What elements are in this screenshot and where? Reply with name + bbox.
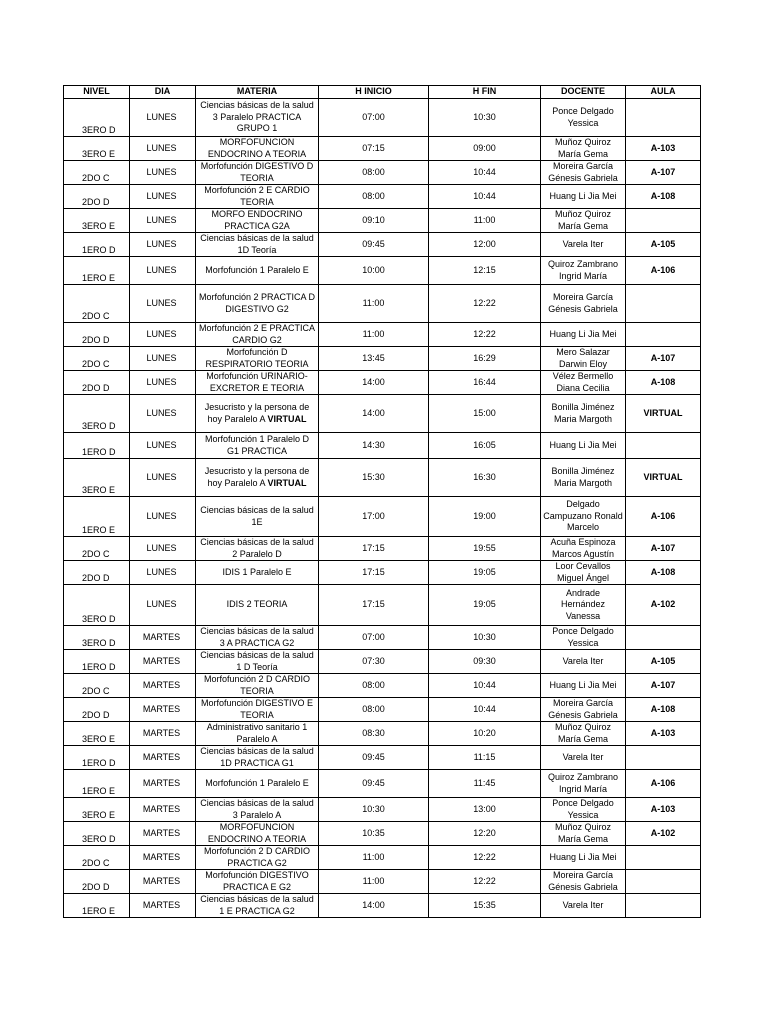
cell-h-inicio: 11:00 [319,323,429,347]
cell-nivel: 1ERO D [64,433,130,459]
schedule-table [63,85,701,918]
cell-h-fin: 19:05 [429,561,541,585]
cell-h-inicio: 08:00 [319,185,429,209]
cell-nivel: 2DO D [64,698,130,722]
cell-h-inicio: 10:35 [319,822,429,846]
cell-materia: Ciencias básicas de la salud 1 D Teoría [196,650,319,674]
cell-h-inicio: 07:15 [319,137,429,161]
cell-h-fin: 09:00 [429,137,541,161]
cell-h-inicio: 09:45 [319,233,429,257]
cell-nivel: 3ERO E [64,137,130,161]
cell-aula [626,870,701,894]
table-row [64,870,701,894]
cell-nivel: 2DO C [64,347,130,371]
cell-h-fin: 12:22 [429,323,541,347]
cell-aula: A-106 [626,257,701,285]
cell-docente: Huang Li Jia Mei [541,185,626,209]
table-row [64,626,701,650]
cell-materia: MORFO ENDOCRINO PRACTICA G2A [196,209,319,233]
cell-materia: Jesucristo y la persona de hoy Paralelo A VIRTUAL [196,395,319,433]
cell-aula: A-106 [626,497,701,537]
cell-h-fin: 19:55 [429,537,541,561]
cell-nivel: 2DO D [64,371,130,395]
cell-nivel: 2DO C [64,161,130,185]
cell-nivel: 1ERO D [64,650,130,674]
cell-h-inicio: 14:00 [319,371,429,395]
table-row [64,433,701,459]
cell-h-fin: 12:22 [429,846,541,870]
cell-h-inicio: 11:00 [319,846,429,870]
cell-dia: LUNES [130,285,196,323]
cell-dia: LUNES [130,585,196,626]
cell-dia: MARTES [130,698,196,722]
cell-dia: LUNES [130,497,196,537]
cell-nivel: 2DO C [64,846,130,870]
table-row [64,698,701,722]
cell-dia: MARTES [130,798,196,822]
cell-h-fin: 13:00 [429,798,541,822]
cell-dia: MARTES [130,746,196,770]
cell-dia: LUNES [130,561,196,585]
cell-dia: LUNES [130,209,196,233]
cell-nivel: 1ERO E [64,770,130,798]
table-row [64,137,701,161]
table-row [64,894,701,918]
cell-h-inicio: 14:00 [319,395,429,433]
cell-materia: Ciencias básicas de la salud 2 Paralelo D [196,537,319,561]
cell-aula: A-102 [626,585,701,626]
table-row [64,561,701,585]
cell-aula: VIRTUAL [626,459,701,497]
cell-materia: Morfofunción 1 Paralelo D G1 PRACTICA [196,433,319,459]
cell-h-inicio: 07:00 [319,626,429,650]
cell-dia: LUNES [130,433,196,459]
cell-dia: MARTES [130,722,196,746]
cell-aula [626,626,701,650]
cell-nivel: 3ERO D [64,585,130,626]
cell-aula [626,746,701,770]
header-aula: AULA [626,86,701,99]
cell-dia: MARTES [130,650,196,674]
cell-dia: LUNES [130,161,196,185]
cell-materia: Ciencias básicas de la salud 3 A PRACTICA G2 [196,626,319,650]
header-h-fin: H FIN [429,86,541,99]
cell-docente: Muñoz Quiroz María Gema [541,722,626,746]
cell-nivel: 3ERO D [64,99,130,137]
cell-nivel: 3ERO D [64,395,130,433]
cell-h-inicio: 17:15 [319,537,429,561]
cell-docente: Huang Li Jia Mei [541,433,626,459]
header-docente: DOCENTE [541,86,626,99]
cell-docente: Vélez Bermello Diana Cecilia [541,371,626,395]
header-dia: DIA [130,86,196,99]
cell-nivel: 2DO D [64,870,130,894]
cell-nivel: 3ERO E [64,209,130,233]
table-row [64,674,701,698]
cell-dia: MARTES [130,894,196,918]
cell-h-fin: 10:44 [429,185,541,209]
cell-nivel: 1ERO D [64,746,130,770]
table-row [64,257,701,285]
table-row [64,585,701,626]
cell-h-inicio: 10:00 [319,257,429,285]
table-row [64,822,701,846]
cell-h-inicio: 10:30 [319,798,429,822]
cell-nivel: 3ERO D [64,822,130,846]
cell-materia: Ciencias básicas de la salud 3 Paralelo PRACTICA GRUPO 1 [196,99,319,137]
table-row [64,371,701,395]
cell-docente: Bonilla Jiménez Maria Margoth [541,395,626,433]
table-row [64,770,701,798]
cell-h-fin: 16:44 [429,371,541,395]
cell-aula [626,285,701,323]
cell-docente: Quiroz Zambrano Ingrid María [541,257,626,285]
cell-h-inicio: 11:00 [319,870,429,894]
cell-docente: Mero Salazar Darwin Eloy [541,347,626,371]
cell-docente: Acuña Espinoza Marcos Agustín [541,537,626,561]
cell-h-fin: 15:00 [429,395,541,433]
cell-docente: Muñoz Quiroz María Gema [541,209,626,233]
cell-nivel: 3ERO D [64,626,130,650]
cell-docente: Delgado Campuzano Ronald Marcelo [541,497,626,537]
cell-materia: IDIS 2 TEORIA [196,585,319,626]
cell-h-fin: 12:15 [429,257,541,285]
cell-h-fin: 15:35 [429,894,541,918]
cell-h-fin: 11:00 [429,209,541,233]
cell-dia: LUNES [130,323,196,347]
cell-docente: Quiroz Zambrano Ingrid María [541,770,626,798]
cell-dia: LUNES [130,137,196,161]
cell-aula [626,209,701,233]
cell-h-inicio: 09:10 [319,209,429,233]
cell-nivel: 3ERO E [64,722,130,746]
cell-nivel: 1ERO D [64,233,130,257]
cell-h-fin: 16:29 [429,347,541,371]
cell-h-fin: 12:22 [429,285,541,323]
cell-h-inicio: 17:00 [319,497,429,537]
cell-h-inicio: 14:30 [319,433,429,459]
cell-docente: Moreira García Génesis Gabriela [541,870,626,894]
table-row [64,185,701,209]
cell-dia: MARTES [130,822,196,846]
cell-aula: A-108 [626,185,701,209]
table-row [64,537,701,561]
cell-materia: MORFOFUNCION ENDOCRINO A TEORIA [196,822,319,846]
schedule-body [64,99,701,918]
cell-h-fin: 11:45 [429,770,541,798]
cell-materia: MORFOFUNCION ENDOCRINO A TEORIA [196,137,319,161]
cell-materia: Ciencias básicas de la salud 1E [196,497,319,537]
table-row [64,347,701,371]
cell-docente: Muñoz Quiroz María Gema [541,822,626,846]
cell-nivel: 2DO C [64,537,130,561]
cell-docente: Moreira García Génesis Gabriela [541,698,626,722]
cell-aula: A-107 [626,161,701,185]
header-row [64,86,701,99]
header-h-inicio: H INICIO [319,86,429,99]
cell-aula: A-107 [626,537,701,561]
cell-h-fin: 19:05 [429,585,541,626]
cell-aula: A-107 [626,347,701,371]
cell-h-fin: 16:05 [429,433,541,459]
cell-docente: Ponce Delgado Yessica [541,99,626,137]
cell-h-fin: 10:20 [429,722,541,746]
cell-dia: LUNES [130,99,196,137]
cell-aula [626,433,701,459]
cell-nivel: 3ERO E [64,798,130,822]
cell-h-fin: 10:30 [429,626,541,650]
cell-aula [626,846,701,870]
cell-materia: Ciencias básicas de la salud 1 E PRACTICA G2 [196,894,319,918]
cell-aula: A-103 [626,798,701,822]
cell-aula [626,323,701,347]
cell-aula [626,99,701,137]
cell-dia: MARTES [130,770,196,798]
table-row [64,722,701,746]
cell-materia: Morfofunción D RESPIRATORIO TEORIA [196,347,319,371]
cell-materia: Morfofunción 1 Paralelo E [196,257,319,285]
table-row [64,798,701,822]
cell-dia: LUNES [130,257,196,285]
cell-materia: Ciencias básicas de la salud 1D PRACTICA G1 [196,746,319,770]
cell-nivel: 3ERO E [64,459,130,497]
cell-docente: Loor Cevallos Miguel Ángel [541,561,626,585]
cell-h-inicio: 07:30 [319,650,429,674]
cell-docente: Andrade Hernández Vanessa [541,585,626,626]
cell-h-inicio: 09:45 [319,770,429,798]
cell-materia: IDIS 1 Paralelo E [196,561,319,585]
cell-h-fin: 12:22 [429,870,541,894]
cell-dia: LUNES [130,395,196,433]
cell-h-fin: 09:30 [429,650,541,674]
cell-aula: A-103 [626,137,701,161]
cell-dia: MARTES [130,626,196,650]
cell-h-inicio: 08:30 [319,722,429,746]
cell-materia: Morfofunción DIGESTIVO E TEORIA [196,698,319,722]
cell-h-inicio: 17:15 [319,585,429,626]
cell-docente: Muñoz Quiroz María Gema [541,137,626,161]
cell-h-inicio: 08:00 [319,674,429,698]
cell-materia: Administrativo sanitario 1 Paralelo A [196,722,319,746]
cell-nivel: 2DO C [64,285,130,323]
cell-h-fin: 12:00 [429,233,541,257]
cell-h-inicio: 07:00 [319,99,429,137]
cell-aula: A-103 [626,722,701,746]
cell-materia: Morfofunción DIGESTIVO D TEORIA [196,161,319,185]
cell-nivel: 1ERO E [64,894,130,918]
cell-aula: A-106 [626,770,701,798]
cell-dia: LUNES [130,185,196,209]
cell-h-fin: 16:30 [429,459,541,497]
cell-nivel: 2DO C [64,674,130,698]
cell-dia: LUNES [130,459,196,497]
cell-dia: MARTES [130,674,196,698]
cell-aula: A-105 [626,650,701,674]
cell-materia: Jesucristo y la persona de hoy Paralelo A VIRTUAL [196,459,319,497]
cell-dia: MARTES [130,846,196,870]
virtual-tag: VIRTUAL [267,413,307,424]
cell-nivel: 2DO D [64,323,130,347]
table-row [64,233,701,257]
cell-h-fin: 11:15 [429,746,541,770]
cell-docente: Huang Li Jia Mei [541,674,626,698]
cell-h-inicio: 08:00 [319,161,429,185]
cell-h-inicio: 17:15 [319,561,429,585]
cell-materia: Ciencias básicas de la salud 1D Teoría [196,233,319,257]
cell-dia: MARTES [130,870,196,894]
cell-h-fin: 10:44 [429,698,541,722]
cell-dia: LUNES [130,537,196,561]
cell-docente: Huang Li Jia Mei [541,323,626,347]
cell-h-inicio: 09:45 [319,746,429,770]
cell-h-inicio: 15:30 [319,459,429,497]
cell-materia: Morfofunción 2 D CARDIO PRACTICA G2 [196,846,319,870]
cell-aula: A-108 [626,371,701,395]
table-row [64,846,701,870]
table-row [64,323,701,347]
cell-materia: Morfofunción URINARIO-EXCRETOR E TEORIA [196,371,319,395]
table-row [64,209,701,233]
cell-aula [626,894,701,918]
cell-h-inicio: 08:00 [319,698,429,722]
cell-aula: A-108 [626,561,701,585]
cell-materia: Morfofunción 2 D CARDIO TEORIA [196,674,319,698]
cell-nivel: 2DO D [64,185,130,209]
cell-materia: Morfofunción 2 E CARDIO TEORIA [196,185,319,209]
cell-materia: Morfofunción DIGESTIVO PRACTICA E G2 [196,870,319,894]
cell-h-inicio: 11:00 [319,285,429,323]
cell-h-fin: 10:44 [429,674,541,698]
cell-h-fin: 10:30 [429,99,541,137]
cell-aula: A-102 [626,822,701,846]
cell-aula: A-107 [626,674,701,698]
cell-docente: Varela Iter [541,746,626,770]
cell-dia: LUNES [130,347,196,371]
cell-docente: Ponce Delgado Yessica [541,626,626,650]
table-row [64,99,701,137]
cell-aula: A-105 [626,233,701,257]
header-nivel: NIVEL [64,86,130,99]
cell-dia: LUNES [130,233,196,257]
cell-materia: Morfofunción 2 E PRACTICA CARDIO G2 [196,323,319,347]
header-materia: MATERIA [196,86,319,99]
cell-aula: VIRTUAL [626,395,701,433]
cell-docente: Ponce Delgado Yessica [541,798,626,822]
cell-docente: Moreira García Génesis Gabriela [541,285,626,323]
table-row [64,459,701,497]
cell-materia: Ciencias básicas de la salud 3 Paralelo A [196,798,319,822]
virtual-tag: VIRTUAL [267,477,307,488]
cell-docente: Varela Iter [541,894,626,918]
cell-docente: Bonilla Jiménez Maria Margoth [541,459,626,497]
table-row [64,497,701,537]
table-row [64,161,701,185]
cell-docente: Varela Iter [541,233,626,257]
table-row [64,746,701,770]
cell-h-inicio: 13:45 [319,347,429,371]
cell-docente: Varela Iter [541,650,626,674]
cell-nivel: 2DO D [64,561,130,585]
table-row [64,395,701,433]
cell-docente: Moreira García Génesis Gabriela [541,161,626,185]
cell-h-fin: 19:00 [429,497,541,537]
cell-materia: Morfofunción 1 Paralelo E [196,770,319,798]
cell-h-fin: 12:20 [429,822,541,846]
cell-h-inicio: 14:00 [319,894,429,918]
table-row [64,650,701,674]
cell-nivel: 1ERO E [64,497,130,537]
cell-h-fin: 10:44 [429,161,541,185]
cell-dia: LUNES [130,371,196,395]
cell-docente: Huang Li Jia Mei [541,846,626,870]
cell-aula: A-108 [626,698,701,722]
cell-nivel: 1ERO E [64,257,130,285]
cell-materia: Morfofunción 2 PRACTICA D DIGESTIVO G2 [196,285,319,323]
table-row [64,285,701,323]
